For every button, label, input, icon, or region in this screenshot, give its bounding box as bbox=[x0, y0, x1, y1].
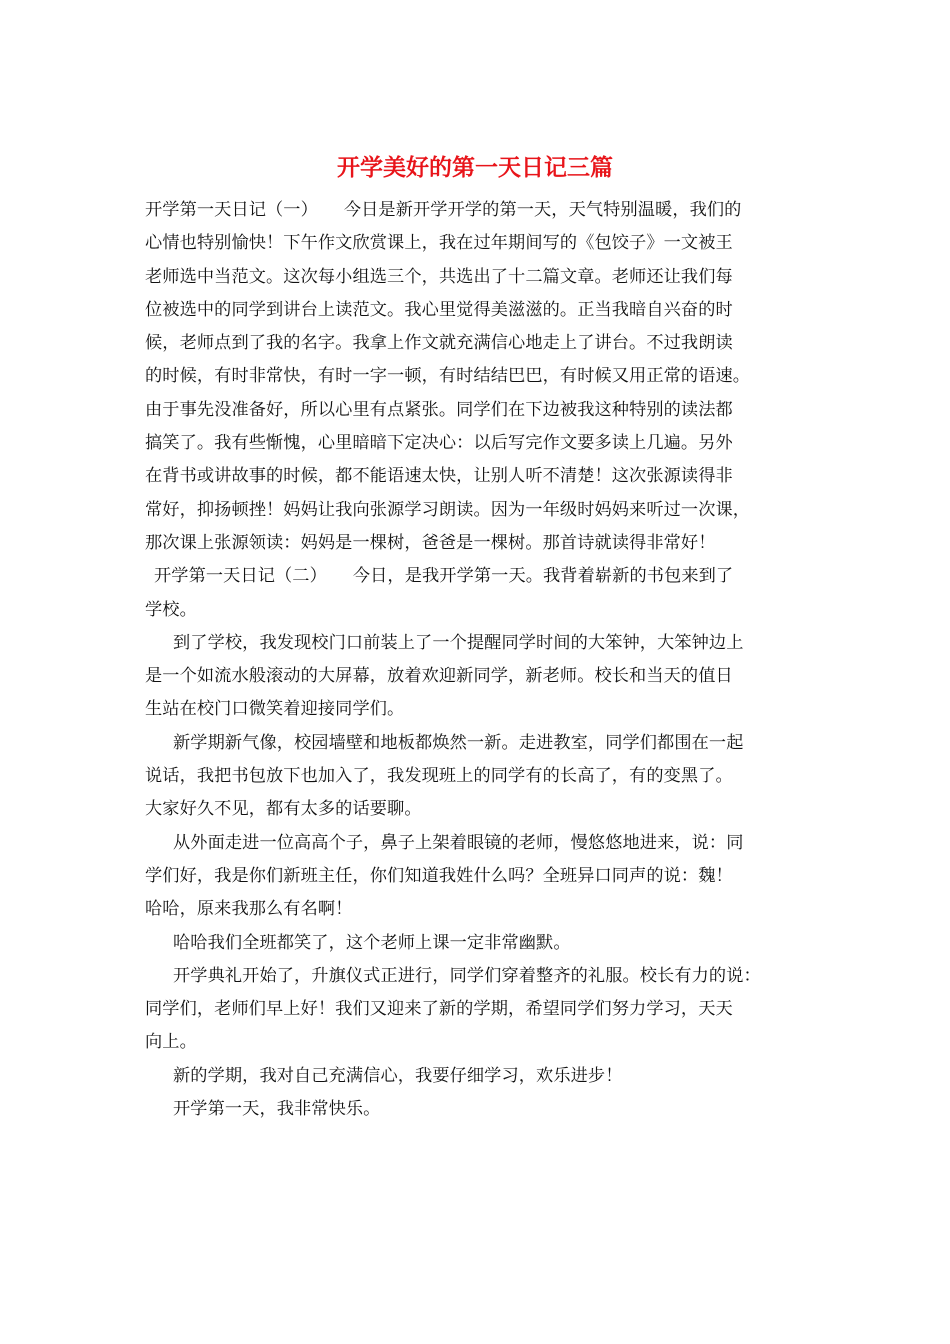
text-line: 开学第一天日记（二） 今日，是我开学第一天。我背着崭新的书包来到了 bbox=[154, 566, 734, 587]
text-line: 开学第一天日记（一） 今日是新开学开学的第一天，天气特别温暖，我们的 bbox=[145, 200, 742, 220]
text-line: 生站在校门口微笑着迎接同学们。 bbox=[145, 699, 405, 720]
text-line: 在背书或讲故事的时候，都不能语速太快，让别人听不清楚！这次张源读得非 bbox=[145, 466, 733, 487]
text-line: 同学们，老师们早上好！我们又迎来了新的学期，希望同学们努力学习，天天 bbox=[145, 999, 733, 1020]
text-line: 学校。 bbox=[145, 599, 197, 620]
text-line: 老师选中当范文。这次每小组选三个，共选出了十二篇文章。老师还让我们每 bbox=[145, 266, 733, 287]
text-line: 由于事先没准备好，所以心里有点紧张。同学们在下边被我这种特别的读法都 bbox=[145, 399, 733, 420]
text-line: 大家好久不见，都有太多的话要聊。 bbox=[145, 799, 422, 820]
text-line: 新的学期，我对自己充满信心，我要仔细学习，欢乐进步！ bbox=[173, 1065, 623, 1086]
text-line: 开学典礼开始了，升旗仪式正进行，同学们穿着整齐的礼服。校长有力的说： bbox=[173, 965, 761, 986]
text-line: 从外面走进一位高高个子，鼻子上架着眼镜的老师，慢悠悠地进来，说：同 bbox=[173, 832, 744, 853]
text-line: 哈哈我们全班都笑了，这个老师上课一定非常幽默。 bbox=[173, 932, 571, 953]
text-line: 位被选中的同学到讲台上读范文。我心里觉得美滋滋的。正当我暗自兴奋的时 bbox=[145, 299, 733, 320]
text-line: 心情也特别愉快！下午作文欣赏课上，我在过年期间写的《包饺子》一文被王 bbox=[145, 233, 733, 254]
text-line: 学们好，我是你们新班主任，你们知道我姓什么吗？全班异口同声的说：魏！ bbox=[145, 865, 733, 886]
text-line: 的时候，有时非常快，有时一字一顿，有时结结巴巴，有时候又用正常的语速。 bbox=[145, 366, 751, 387]
document-body bbox=[145, 194, 825, 1126]
text-line: 开学第一天，我非常快乐。 bbox=[173, 1099, 381, 1120]
text-line: 新学期新气像，校园墙壁和地板都焕然一新。走进教室，同学们都围在一起 bbox=[173, 732, 744, 753]
text-line: 那次课上张源领读：妈妈是一棵树，爸爸是一棵树。那首诗就读得非常好！ bbox=[145, 532, 716, 553]
text-line: 是一个如流水般滚动的大屏幕，放着欢迎新同学，新老师。校长和当天的值日 bbox=[145, 666, 733, 687]
text-line: 常好，抑扬顿挫！妈妈让我向张源学习朗读。因为一年级时妈妈来听过一次课， bbox=[145, 499, 751, 520]
document-title: 开学美好的第一天日记三篇 bbox=[337, 154, 613, 181]
text-line: 到了学校，我发现校门口前装上了一个提醒同学时间的大笨钟，大笨钟边上 bbox=[173, 632, 744, 653]
text-line: 搞笑了。我有些惭愧，心里暗暗下定决心：以后写完作文要多读上几遍。另外 bbox=[145, 433, 733, 454]
text-line: 向上。 bbox=[145, 1032, 197, 1053]
text-line: 哈哈，原来我那么有名啊！ bbox=[145, 899, 353, 920]
text-line: 说话，我把书包放下也加入了，我发现班上的同学有的长高了，有的变黑了。 bbox=[145, 766, 733, 787]
text-line: 候，老师点到了我的名字。我拿上作文就充满信心地走上了讲台。不过我朗读 bbox=[145, 333, 733, 354]
